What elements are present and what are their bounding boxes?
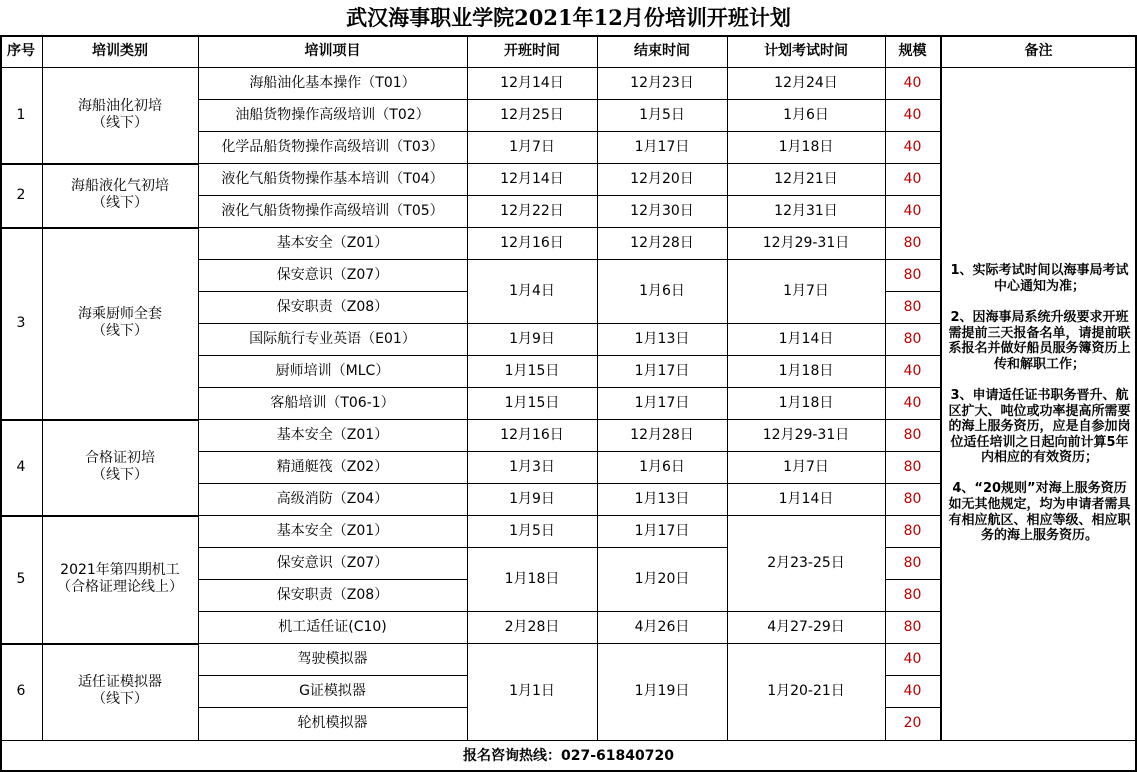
grid-line [467,387,727,388]
grid-line [198,227,467,228]
exam-date-cell: 1月18日 [778,394,834,411]
end-date-cell: 1月19日 [634,682,690,699]
project-cell: 保安意识（Z07） [276,266,389,283]
project-cell: 高级消防（Z04） [276,490,389,507]
grid-line [0,67,1137,68]
scale-cell: 40 [903,74,922,91]
grid-line [467,419,727,420]
grid-line [727,515,885,516]
scale-cell: 80 [903,330,922,347]
scale-cell: 80 [903,426,922,443]
grid-line [467,227,727,228]
exam-date-cell: 12月24日 [774,74,838,91]
seq-cell: 6 [16,682,26,699]
grid-line [727,611,885,612]
category-cell: 合格证初培 （线下） [85,450,155,483]
start-date-cell: 1月15日 [504,394,560,411]
grid-line [467,131,727,132]
end-date-cell: 1月6日 [639,282,685,299]
grid-line [727,227,885,228]
project-cell: 基本安全（Z01） [276,234,389,251]
exam-date-cell: 12月29-31日 [762,234,850,251]
grid-line [0,643,198,645]
grid-line [727,387,885,388]
grid-line [885,195,940,196]
header-end: 结束时间 [634,42,690,59]
exam-date-cell: 4月27-29日 [767,618,845,635]
grid-line [940,35,942,740]
grid-line [885,99,940,100]
grid-line [885,131,940,132]
project-cell: 基本安全（Z01） [276,522,389,539]
grid-line [885,227,940,228]
grid-line [467,611,727,612]
grid-line [198,579,467,580]
grid-line [885,163,940,164]
start-date-cell: 2月28日 [504,618,560,635]
project-cell: 保安职责（Z08） [276,298,389,315]
start-date-cell: 1月3日 [509,458,555,475]
end-date-cell: 12月23日 [630,74,694,91]
scale-cell: 80 [903,490,922,507]
grid-line [198,547,467,548]
category-cell: 海乘厨师全套 （线下） [78,306,162,339]
seq-cell: 4 [16,458,26,475]
end-date-cell: 12月28日 [630,234,694,251]
exam-date-cell: 1月7日 [783,458,829,475]
scale-cell: 80 [903,618,922,635]
grid-line [0,419,198,421]
grid-line [727,451,885,452]
start-date-cell: 1月7日 [509,138,555,155]
end-date-cell: 12月30日 [630,202,694,219]
end-date-cell: 1月20日 [634,570,690,587]
remarks-text: 1、实际考试时间以海事局考试中心通知为准； 2、因海事局系统升级要求开班需提前三天报备名单，请提前联系报名并做好船员服务簿资历上传和解职工作； 3、申请适任证书职务晋升、航区扩大、吨位或功率提高所需要的海上服务资历，应是自参加岗位适任培训之日起向前计算5年内相应的有效资历； 4、“20规则”对海上服务资历如无其他规定，均为申请者需具有相应航区、相应等级、相应职务的海上服务资历。 [948,263,1131,544]
end-date-cell: 4月26日 [634,618,690,635]
grid-line [198,99,467,100]
project-cell: 化学品船货物操作高级培训（T03） [221,138,444,155]
grid-line [727,483,885,484]
end-date-cell: 12月20日 [630,170,694,187]
project-cell: 国际航行专业英语（E01） [249,330,416,347]
seq-cell: 3 [16,314,26,331]
exam-date-cell: 1月7日 [783,282,829,299]
grid-line [885,355,940,356]
grid-line [727,163,885,164]
start-date-cell: 12月14日 [500,74,564,91]
grid-line [885,483,940,484]
grid-line [198,323,467,324]
exam-date-cell: 1月18日 [778,138,834,155]
grid-line [727,131,885,132]
project-cell: 基本安全（Z01） [276,426,389,443]
header-seq: 序号 [7,42,35,59]
header-project: 培训项目 [304,42,361,59]
grid-line [727,355,885,356]
project-cell: 液化气船货物操作高级培训（T05） [221,202,444,219]
end-date-cell: 1月17日 [634,138,690,155]
grid-line [467,323,727,324]
project-cell: 海船油化基本操作（T01） [249,74,416,91]
start-date-cell: 1月18日 [504,570,560,587]
project-cell: 精通艇筏（Z02） [276,458,389,475]
grid-line [0,227,198,229]
grid-line [885,547,940,548]
grid-line [885,643,940,644]
end-date-cell: 1月17日 [634,362,690,379]
grid-line [885,611,940,612]
scale-cell: 20 [903,714,922,731]
grid-line [467,515,727,516]
project-cell: 驾驶模拟器 [297,650,368,667]
start-date-cell: 12月16日 [500,426,564,443]
grid-line [0,740,1137,741]
grid-line [0,35,1137,37]
grid-line [727,419,885,420]
exam-date-cell: 1月14日 [778,330,834,347]
header-remarks: 备注 [1024,42,1053,59]
grid-line [467,643,727,644]
grid-line [198,515,467,516]
grid-line [467,355,727,356]
grid-line [467,163,727,164]
end-date-cell: 12月28日 [630,426,694,443]
start-date-cell: 1月1日 [509,682,555,699]
start-date-cell: 1月9日 [509,490,555,507]
exam-date-cell: 1月20-21日 [767,682,845,699]
project-cell: 轮机模拟器 [297,714,368,731]
start-date-cell: 12月25日 [500,106,564,123]
project-cell: 液化气船货物操作基本培训（T04） [221,170,444,187]
grid-line [467,195,727,196]
grid-line [727,195,885,196]
grid-line [885,707,940,708]
project-cell: G证模拟器 [299,682,366,699]
grid-line [198,355,467,356]
project-cell: 厨师培训（MLC） [275,362,390,379]
grid-line [198,611,467,612]
grid-line [0,163,198,165]
grid-line [198,291,467,292]
grid-line [885,419,940,420]
page-title: 武汉海事职业学院2021年12月份培训开班计划 [346,4,791,30]
grid-line [198,451,467,452]
scale-cell: 80 [903,586,922,603]
grid-line [198,419,467,420]
grid-line [885,515,940,516]
exam-date-cell: 2月23-25日 [767,554,845,571]
end-date-cell: 1月13日 [634,490,690,507]
header-scale: 规模 [898,42,927,59]
grid-line [0,515,198,517]
grid-line [885,259,940,260]
project-cell: 机工适任证(C10) [278,618,387,635]
category-cell: 海船油化初培 （线下） [78,98,162,131]
header-exam: 计划考试时间 [764,42,848,59]
grid-line [198,195,467,196]
start-date-cell: 1月5日 [509,522,555,539]
grid-line [198,131,467,132]
exam-date-cell: 1月18日 [778,362,834,379]
grid-line [0,35,2,772]
end-date-cell: 1月6日 [639,458,685,475]
project-cell: 保安意识（Z07） [276,554,389,571]
category-cell: 海船液化气初培 （线下） [71,178,169,211]
grid-line [727,643,885,644]
header-category: 培训类别 [92,42,148,59]
scale-cell: 40 [903,682,922,699]
grid-line [467,99,727,100]
start-date-cell: 1月9日 [509,330,555,347]
grid-line [727,323,885,324]
grid-line [885,451,940,452]
category-cell: 2021年第四期机工 （合格证理论线上） [57,562,183,595]
start-date-cell: 1月4日 [509,282,555,299]
grid-line [885,387,940,388]
project-cell: 油船货物操作高级培训（T02） [235,106,430,123]
exam-date-cell: 1月14日 [778,490,834,507]
scale-cell: 80 [903,554,922,571]
seq-cell: 5 [16,570,26,587]
exam-date-cell: 12月31日 [774,202,838,219]
scale-cell: 40 [903,202,922,219]
grid-line [885,323,940,324]
grid-line [467,451,727,452]
end-date-cell: 1月17日 [634,394,690,411]
grid-line [198,643,467,644]
scale-cell: 80 [903,522,922,539]
scale-cell: 80 [903,458,922,475]
exam-date-cell: 12月29-31日 [762,426,850,443]
category-cell: 适任证模拟器 （线下） [78,674,162,707]
scale-cell: 40 [903,138,922,155]
grid-line [885,291,940,292]
grid-line [198,259,467,260]
scale-cell: 80 [903,234,922,251]
start-date-cell: 12月22日 [500,202,564,219]
scale-cell: 80 [903,266,922,283]
scale-cell: 40 [903,170,922,187]
start-date-cell: 12月16日 [500,234,564,251]
grid-line [198,387,467,388]
start-date-cell: 12月14日 [500,170,564,187]
scale-cell: 40 [903,650,922,667]
project-cell: 客船培训（T06-1） [270,394,395,411]
grid-line [885,579,940,580]
grid-line [198,675,467,676]
scale-cell: 40 [903,106,922,123]
scale-cell: 40 [903,394,922,411]
scale-cell: 80 [903,298,922,315]
grid-line [727,259,885,260]
grid-line [198,163,467,164]
hotline-footer: 报名咨询热线：027-61840720 [463,747,674,764]
seq-cell: 2 [16,186,26,203]
start-date-cell: 1月15日 [504,362,560,379]
seq-cell: 1 [16,106,26,123]
grid-line [467,547,727,548]
scale-cell: 40 [903,362,922,379]
header-start: 开班时间 [504,42,560,59]
grid-line [727,99,885,100]
grid-line [198,483,467,484]
grid-line [467,259,727,260]
grid-line [198,707,467,708]
exam-date-cell: 12月21日 [774,170,838,187]
exam-date-cell: 1月6日 [783,106,829,123]
end-date-cell: 1月13日 [634,330,690,347]
end-date-cell: 1月5日 [639,106,685,123]
project-cell: 保安职责（Z08） [276,586,389,603]
end-date-cell: 1月17日 [634,522,690,539]
grid-line [467,483,727,484]
grid-line [42,35,43,740]
grid-line [885,675,940,676]
